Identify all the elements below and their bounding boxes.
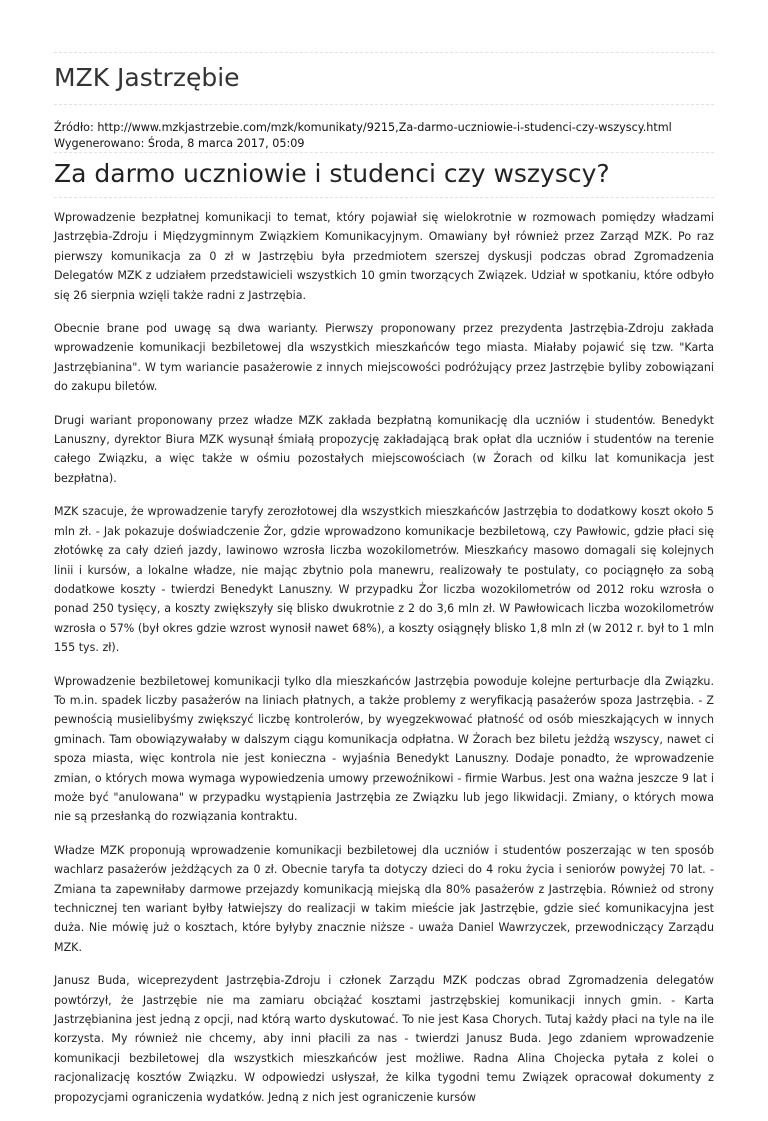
header-divider <box>54 104 714 105</box>
article-paragraph: Wprowadzenie bezpłatnej komunikacji to temat, który pojawiał się wielokrotnie w rozmowach pomiędzy władzami Jastrzębia-Zdroju i Międzygminnym Związkiem Komunikacyjnym. Omawiany był również przez Zarząd MZK. Po raz pierwszy komunikacja za 0 zł w Jastrzębiu była przedmiotem szerszej dyskusji podczas obrad Zgromadzenia Delegatów MZK z udziałem przedstawicieli wszystkich 10 gmin tworzących Związek. Udział w spotkaniu, które odbyło się 26 sierpnia wzięli także radni z Jastrzębia. <box>54 211 714 302</box>
meta-divider <box>54 152 714 153</box>
article-paragraph: Janusz Buda, wiceprezydent Jastrzębia-Zdroju i członek Zarządu MZK podczas obrad Zgromadzenia delegatów powtórzył, że Jastrzębie nie ma zamiaru obciążać kosztami jastrzębskiej komunikacji innych gmin. - Karta Jastrzębianina jest jedną z opcji, nad którą warto dyskutować. To nie jest Kasa Chorych. Tutaj każdy płaci na tyle na ile korzysta. My również nie chcemy, aby inni płacili za nas - twierdzi Janusz Buda. Jego zdaniem wprowadzenie komunikacji bezbiletowej dla wszystkich mieszkańców jest możliwe. Radna Alina Chojecka pytała z kolei o racjonalizację kosztów Związku. W odpowiedzi usłyszał, że kilka tygodni temu Związek opracował dokumenty z propozycjami ograniczenia wydatków. Jedną z nich jest ograniczenie kursów <box>54 974 714 1104</box>
article-paragraph: MZK szacuje, że wprowadzenie taryfy zerozłotowej dla wszystkich mieszkańców Jastrzębia to dodatkowy koszt około 5 mln zł. - Jak pokazuje doświadczenie Żor, gdzie wprowadzono komunikacje bezbiletową, czy Pawłowic, gdzie płaci się złotówkę za cały dzień jazdy, lawinowo wzrosła liczba wozokilometrów. Mieszkańcy masowo domagali się kolejnych linii i kursów, a lokalne władze, nie mając zbytnio pola manewru, realizowały te postulaty, co pociągnęło za sobą dodatkowe koszty - twierdzi Benedykt Lanuszny. W przypadku Żor liczba wozokilometrów od 2012 roku wzrosła o ponad 250 tysięcy, a koszty zwiększyły się blisko dwukrotnie z 2 do 3,6 mln zł. W Pawłowicach liczba wozokilometrów wzrosła o 57% (był okres gdzie wzrost wynosił nawet 68%), a koszty osiągnęły blisko 1,8 mln zł (w 2012 r. był to 1 mln 155 tys. zł). <box>54 505 714 655</box>
source-line: Źródło: http://www.mzkjastrzebie.com/mzk/komunikaty/9215,Za-darmo-uczniowie-i-studenci-czy-wszyscy.html <box>54 121 672 134</box>
article-paragraph: Drugi wariant proponowany przez władze MZK zakłada bezpłatną komunikację dla uczniów i studentów. Benedykt Lanuszny, dyrektor Biura MZK wysunął śmiałą propozycję zakładającą brak opłat dla uczniów i studentów na terenie całego Związku, a więc także w ośmiu pozostałych miejscowościach (w Żorach od kilku lat komunikacja jest bezpłatna). <box>54 413 714 485</box>
site-title: MZK Jastrzębie <box>54 63 240 92</box>
article-body <box>54 208 714 1121</box>
document-meta <box>54 120 724 152</box>
top-divider <box>54 52 714 53</box>
article-paragraph: Wprowadzenie bezbiletowej komunikacji tylko dla mieszkańców Jastrzębia powoduje kolejne perturbacje dla Związku. To m.in. spadek liczby pasażerów na liniach płatnych, a także problemy z weryfikacją pasażerów spoza Jastrzębia. - Z pewnością musielibyśmy zwiększyć liczbę kontrolerów, by wyegzekwować płatność od osób mieszkających w innych gminach. Tam obowiązywałaby w dalszym ciągu komunikacja odpłatna. W Żorach bez biletu jeżdżą wszyscy, nawet ci spoza miasta, więc kontrola nie jest konieczna - wyjaśnia Benedykt Lanuszny. Dodaje ponadto, że wprowadzenie zmian, o których mowa wymaga wypowiedzenia umowy przewoźnikowi - firmie Warbus. Jest ona ważna jeszcze 9 lat i może być "anulowana" w przypadku wystąpienia Jastrzębia ze Związku lub jego likwidacji. Zmiany, o których mowa nie są przesłanką do rozwiązania kontraktu. <box>54 674 714 824</box>
article-title: Za darmo uczniowie i studenci czy wszyscy? <box>54 159 610 188</box>
article-paragraph: Władze MZK proponują wprowadzenie komunikacji bezbiletowej dla uczniów i studentów poszerzając w ten sposób wachlarz pasażerów jeżdżących za 0 zł. Obecnie taryfa ta dotyczy dzieci do 4 roku życia i seniorów powyżej 70 lat. - Zmiana ta zapewniłaby darmowe przejazdy komunikacją miejską dla 80% pasażerów z Jastrzębia. Również od strony technicznej ten wariant byłby łatwiejszy do realizacji w takim mieście jak Jastrzębie, gdzie sieć komunikacyjna jest duża. Nie mówię już o kosztach, które byłyby znacznie niższe - uważa Daniel Wawrzyczek, przewodniczący Zarządu MZK. <box>54 843 714 954</box>
generated-line: Wygenerowano: Środa, 8 marca 2017, 05:09 <box>54 137 305 150</box>
article-paragraph: Obecnie brane pod uwagę są dwa warianty. Pierwszy proponowany przez prezydenta Jastrzębia-Zdroju zakłada wprowadzenie komunikacji bezbiletowej dla wszystkich mieszkańców tego miasta. Miałaby pojawić się tzw. "Karta Jastrzębianina". W tym wariancie pasażerowie z innych miejscowości podróżujący przez Jastrzębie byliby zobowiązani do zakupu biletów. <box>54 322 714 394</box>
title-divider <box>54 197 714 198</box>
